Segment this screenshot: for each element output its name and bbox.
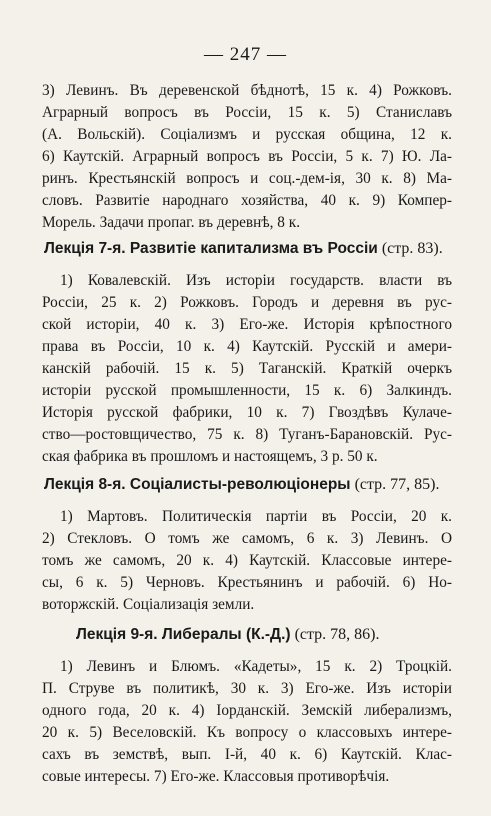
text-line: сахъ въ земствѣ, вып. I-й, 40 к. 6) Каутскій. Клас-	[42, 746, 452, 763]
text-line: ской исторіи, 40 к. 3) Его-же. Исторія крѣпостного	[42, 316, 452, 333]
page-number: — 247 —	[204, 44, 287, 65]
lecture-page-ref: (стр. 77, 85).	[354, 476, 440, 493]
text-line: томъ же самомъ, 20 к. 4) Каутскій. Классовые интере-	[42, 552, 452, 569]
lecture-7-heading	[44, 238, 443, 260]
text-line: исторіи русской промышленности, 15 к. 6) Залкиндъ.	[42, 382, 452, 399]
text-line: совые интересы. 7) Его-же. Классовыя противорѣчія.	[42, 768, 390, 785]
text-line: Россіи, 25 к. 2) Рожковъ. Городъ и деревня въ рус-	[42, 294, 452, 311]
text-line: права въ Россіи, 10 к. 4) Каутскій. Русскій и амери-	[42, 338, 452, 355]
text-line: Исторія русской фабрики, 10 к. 7) Гвоздѣвъ Кулаче-	[42, 404, 452, 421]
text-line: 1) Ковалевскій. Изъ исторіи государств. власти въ	[60, 272, 452, 289]
text-line: канскій рабочій. 15 к. 5) Таганскій. Краткій очеркъ	[42, 360, 452, 377]
text-line: Морель. Задачи пропаг. въ деревнѣ, 8 к.	[42, 214, 301, 231]
text-line: (А. Вольскій). Соціализмъ и русская община, 12 к.	[42, 126, 452, 143]
lecture-page-ref: (стр. 83).	[381, 240, 443, 257]
text-line: П. Струве въ политикѣ, 30 к. 3) Его-же. Изъ исторіи	[42, 680, 452, 697]
text-line: 3) Левинъ. Въ деревенской бѣднотѣ, 15 к. 4) Рожковъ.	[42, 82, 452, 99]
text-line: 1) Мартовъ. Политическія партіи въ Россіи, 20 к.	[60, 508, 452, 525]
text-line: воторжскій. Соціализація земли.	[42, 596, 255, 613]
text-line: словъ. Развитіе народнаго хозяйства, 40 к. 9) Компер-	[42, 192, 452, 209]
lecture-page-ref: (стр. 78, 86).	[294, 626, 380, 643]
text-line: ство—ростовщичество, 75 к. 8) Туганъ-Барановскій. Рус-	[42, 426, 452, 443]
text-line: 2) Стекловъ. О томъ же самомъ, 6 к. 3) Левинъ. О	[42, 530, 452, 547]
lecture-8-heading	[44, 474, 440, 496]
text-line: одного года, 20 к. 4) Іорданскій. Земскій либерализмъ,	[42, 702, 452, 719]
text-line: ринъ. Крестьянскій вопросъ и соц.-дем-ія, 30 к. 8) Ма-	[42, 170, 452, 187]
lecture-title: Лекція 9-я. Либералы (К.-Д.)	[76, 626, 291, 643]
text-line: 1) Левинъ и Блюмъ. «Кадеты», 15 к. 2) Троцкій.	[60, 658, 452, 675]
text-line: 20 к. 5) Веселовскій. Къ вопросу о классовыхъ интере-	[42, 724, 452, 741]
text-line: Аграрный вопросъ въ Россіи, 15 к. 5) Станиславъ	[42, 104, 452, 121]
lecture-title: Лекція 7-я. Развитіе капитализма въ Россіи	[44, 240, 378, 257]
lecture-9-heading	[76, 624, 380, 646]
text-line: 6) Каутскій. Аграрный вопросъ въ Россіи, 5 к. 7) Ю. Ла-	[42, 148, 452, 165]
text-line: сы, 6 к. 5) Черновъ. Крестьянинъ и рабочій. 6) Но-	[42, 574, 452, 591]
lecture-title: Лекція 8-я. Соціалисты-революціонеры	[44, 476, 351, 493]
text-line: ская фабрика въ прошломъ и настоящемъ, 3 р. 50 к.	[42, 448, 378, 465]
